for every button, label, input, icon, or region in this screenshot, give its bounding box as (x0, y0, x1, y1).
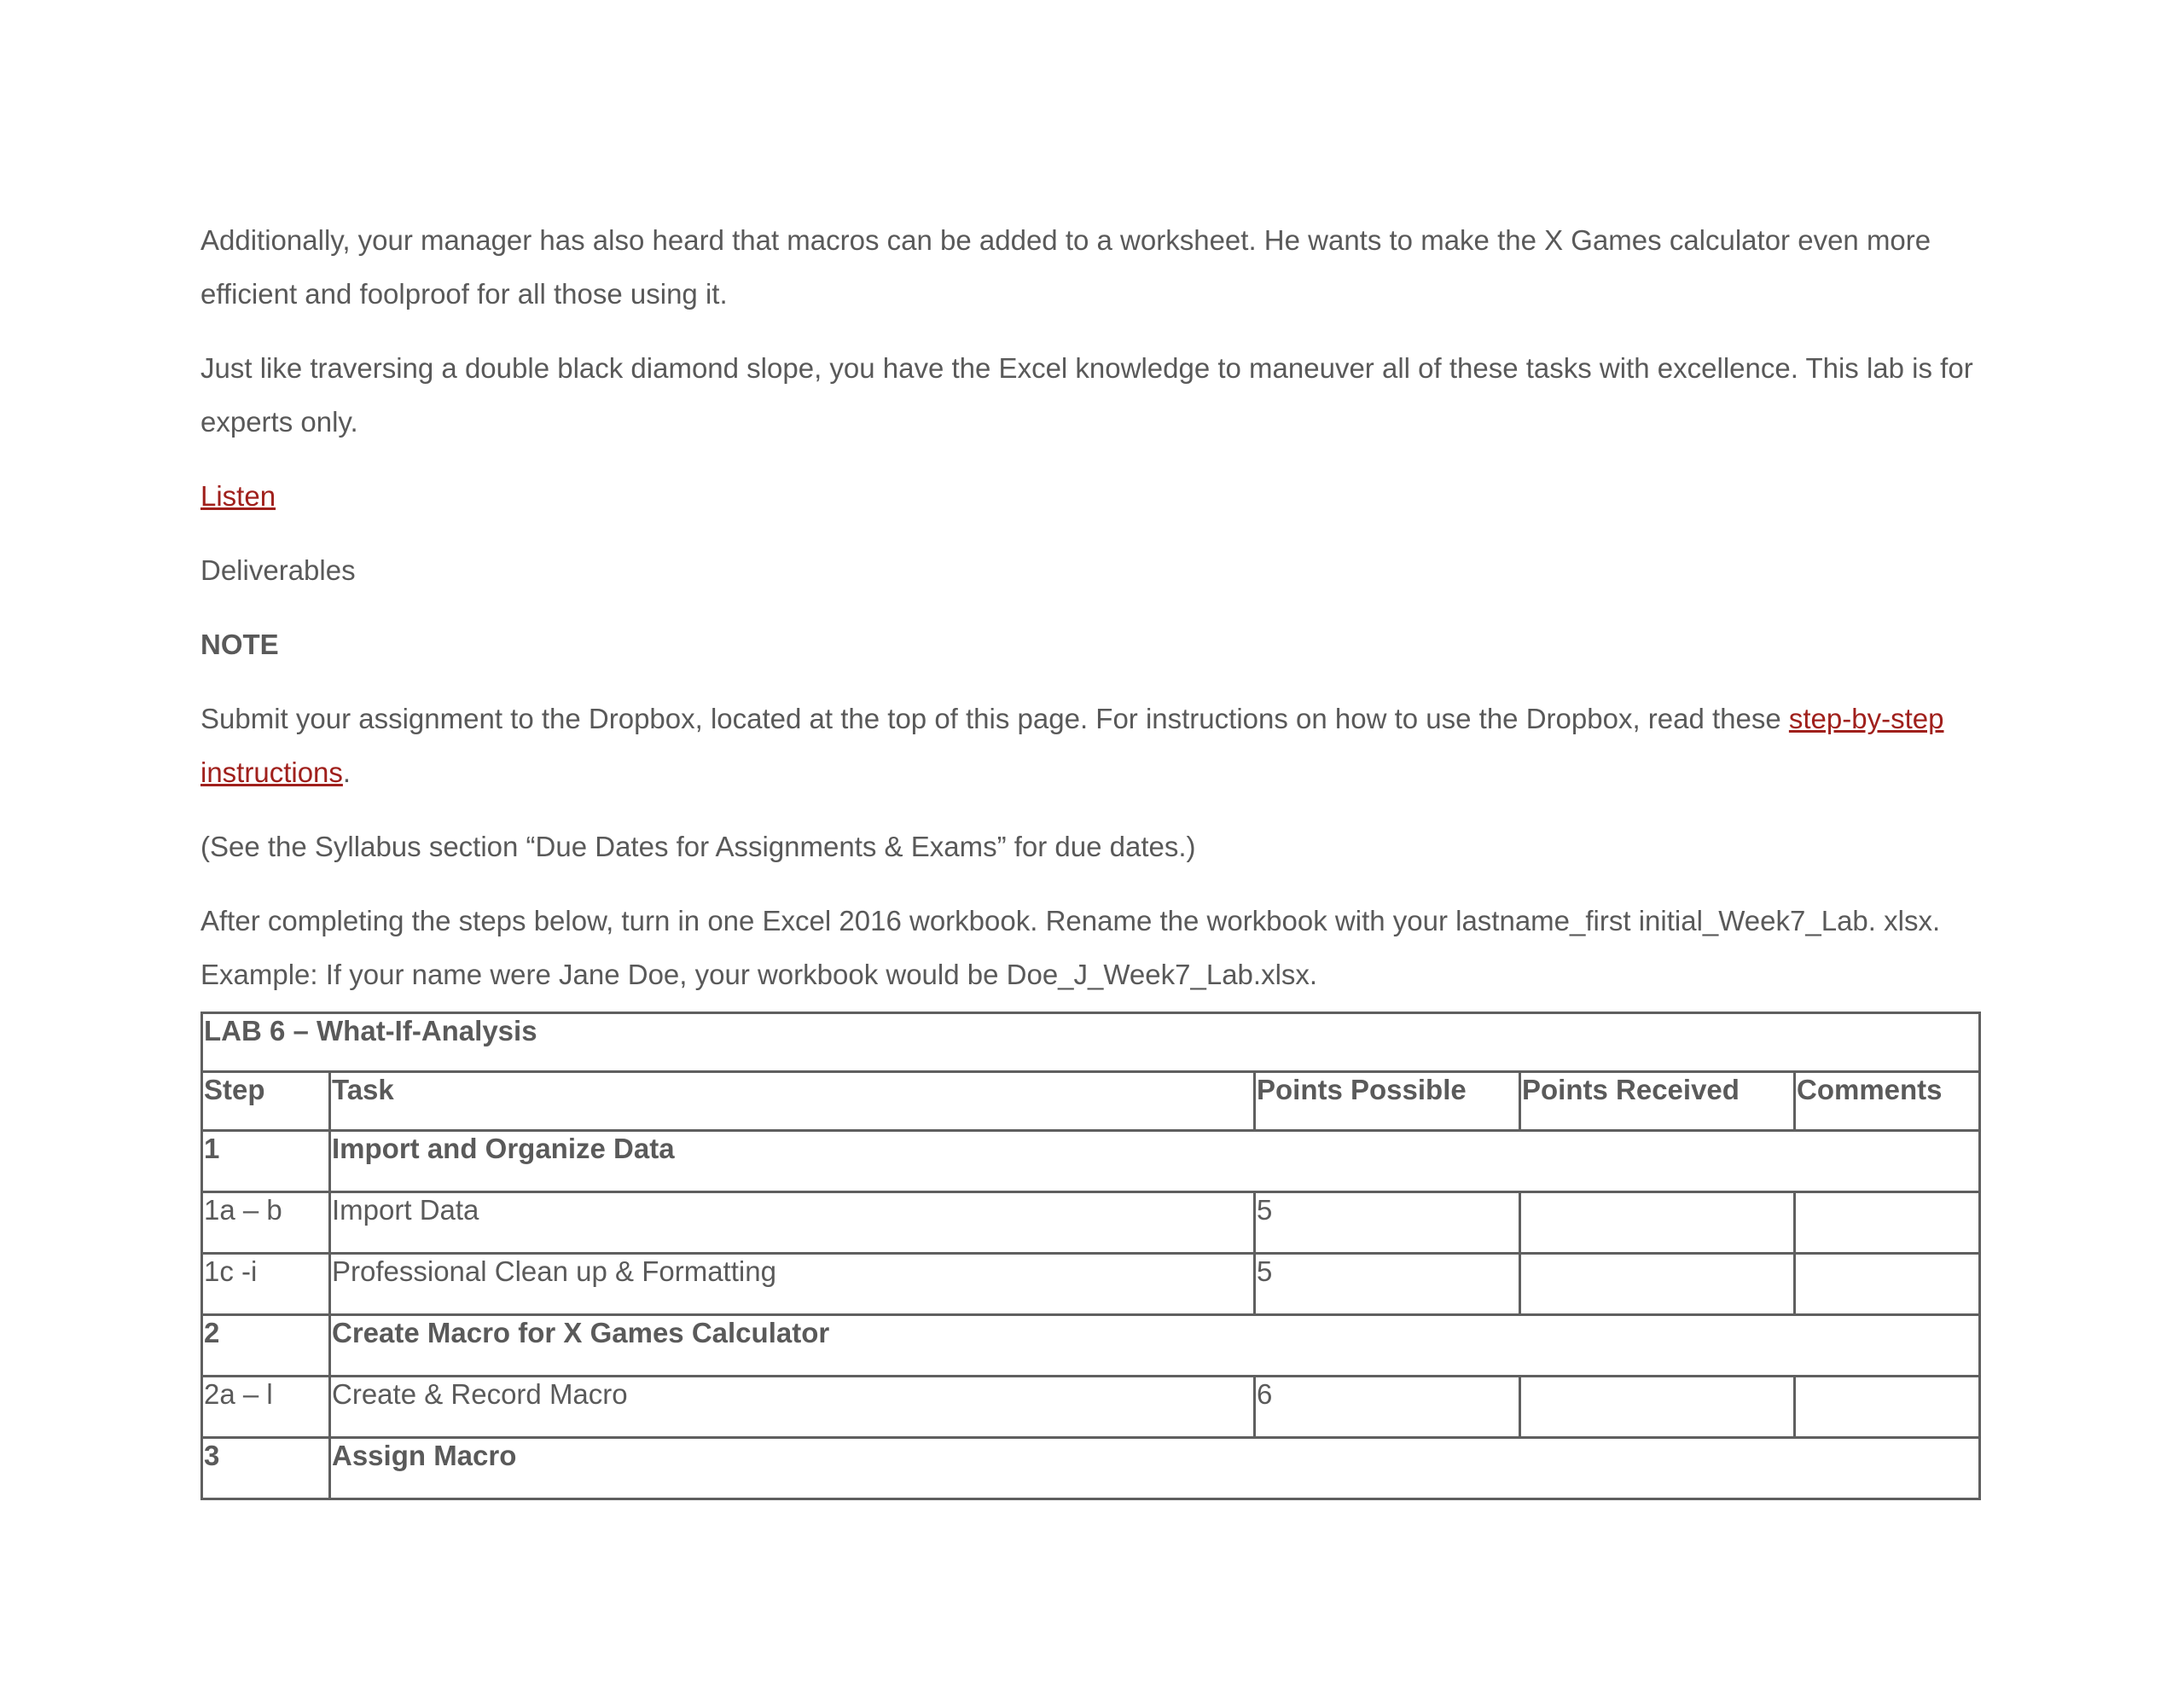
task-cell: Create & Record Macro (330, 1377, 1255, 1438)
points-possible-cell: 5 (1255, 1254, 1520, 1315)
step-cell: 1 (202, 1131, 330, 1192)
submit-text: Submit your assignment to the Dropbox, located at the top of this page. For instructions on how to use the Dropbox, read these (200, 703, 1789, 734)
submit-paragraph (200, 692, 1979, 799)
step-cell: 1a – b (202, 1192, 330, 1254)
step-cell: 1c -i (202, 1254, 330, 1315)
points-received-cell[interactable] (1520, 1377, 1795, 1438)
table-row (202, 1192, 1980, 1254)
syllabus-paragraph: (See the Syllabus section “Due Dates for Assignments & Exams” for due dates.) (200, 831, 1196, 862)
step-by-step-instructions-link[interactable]: step-by-step instructions (200, 703, 1944, 788)
comments-cell[interactable] (1795, 1377, 1980, 1438)
workbook-instructions-paragraph: After completing the steps below, turn in one Excel 2016 workbook. Rename the workbook with your lastname_first initial_Week7_Lab. xlsx. Example: If your name were Jane Doe, your workbook would be Doe_J_Week7_Lab.xlsx. (200, 905, 1941, 990)
submit-period: . (342, 757, 351, 788)
points-received-cell[interactable] (1520, 1254, 1795, 1315)
intro-paragraph-macros: Additionally, your manager has also heard that macros can be added to a worksheet. He wants to make the X Games calculator even more efficient and foolproof for all those using it. (200, 224, 1931, 310)
header-comments: Comments (1795, 1072, 1980, 1131)
table-title: LAB 6 – What-If-Analysis (202, 1013, 1980, 1072)
section-task-cell: Import and Organize Data (330, 1131, 1980, 1192)
section-task-cell: Create Macro for X Games Calculator (330, 1315, 1980, 1377)
grading-table (200, 1012, 1981, 1500)
step-cell: 3 (202, 1438, 330, 1499)
listen-paragraph (200, 469, 1979, 523)
table-row-section (202, 1438, 1980, 1499)
document-page (200, 213, 1979, 1500)
step-cell: 2 (202, 1315, 330, 1377)
section-task-cell: Assign Macro (330, 1438, 1980, 1499)
table-row-section (202, 1131, 1980, 1192)
comments-cell[interactable] (1795, 1192, 1980, 1254)
table-row-section (202, 1315, 1980, 1377)
listen-link[interactable]: Listen (200, 480, 276, 512)
intro-paragraph-experts: Just like traversing a double black diamond slope, you have the Excel knowledge to maneuver all of these tasks with excellence. This lab is for experts only. (200, 352, 1973, 438)
comments-cell[interactable] (1795, 1254, 1980, 1315)
header-points-possible: Points Possible (1255, 1072, 1520, 1131)
points-possible-cell: 5 (1255, 1192, 1520, 1254)
table-header-row (202, 1072, 1980, 1131)
table-title-row (202, 1013, 1980, 1072)
note-heading: NOTE (200, 629, 279, 660)
header-task: Task (330, 1072, 1255, 1131)
deliverables-heading: Deliverables (200, 554, 356, 586)
table-row (202, 1254, 1980, 1315)
task-cell: Professional Clean up & Formatting (330, 1254, 1255, 1315)
header-points-received: Points Received (1520, 1072, 1795, 1131)
step-cell: 2a – l (202, 1377, 330, 1438)
header-step: Step (202, 1072, 330, 1131)
table-row (202, 1377, 1980, 1438)
task-cell: Import Data (330, 1192, 1255, 1254)
points-possible-cell: 6 (1255, 1377, 1520, 1438)
points-received-cell[interactable] (1520, 1192, 1795, 1254)
